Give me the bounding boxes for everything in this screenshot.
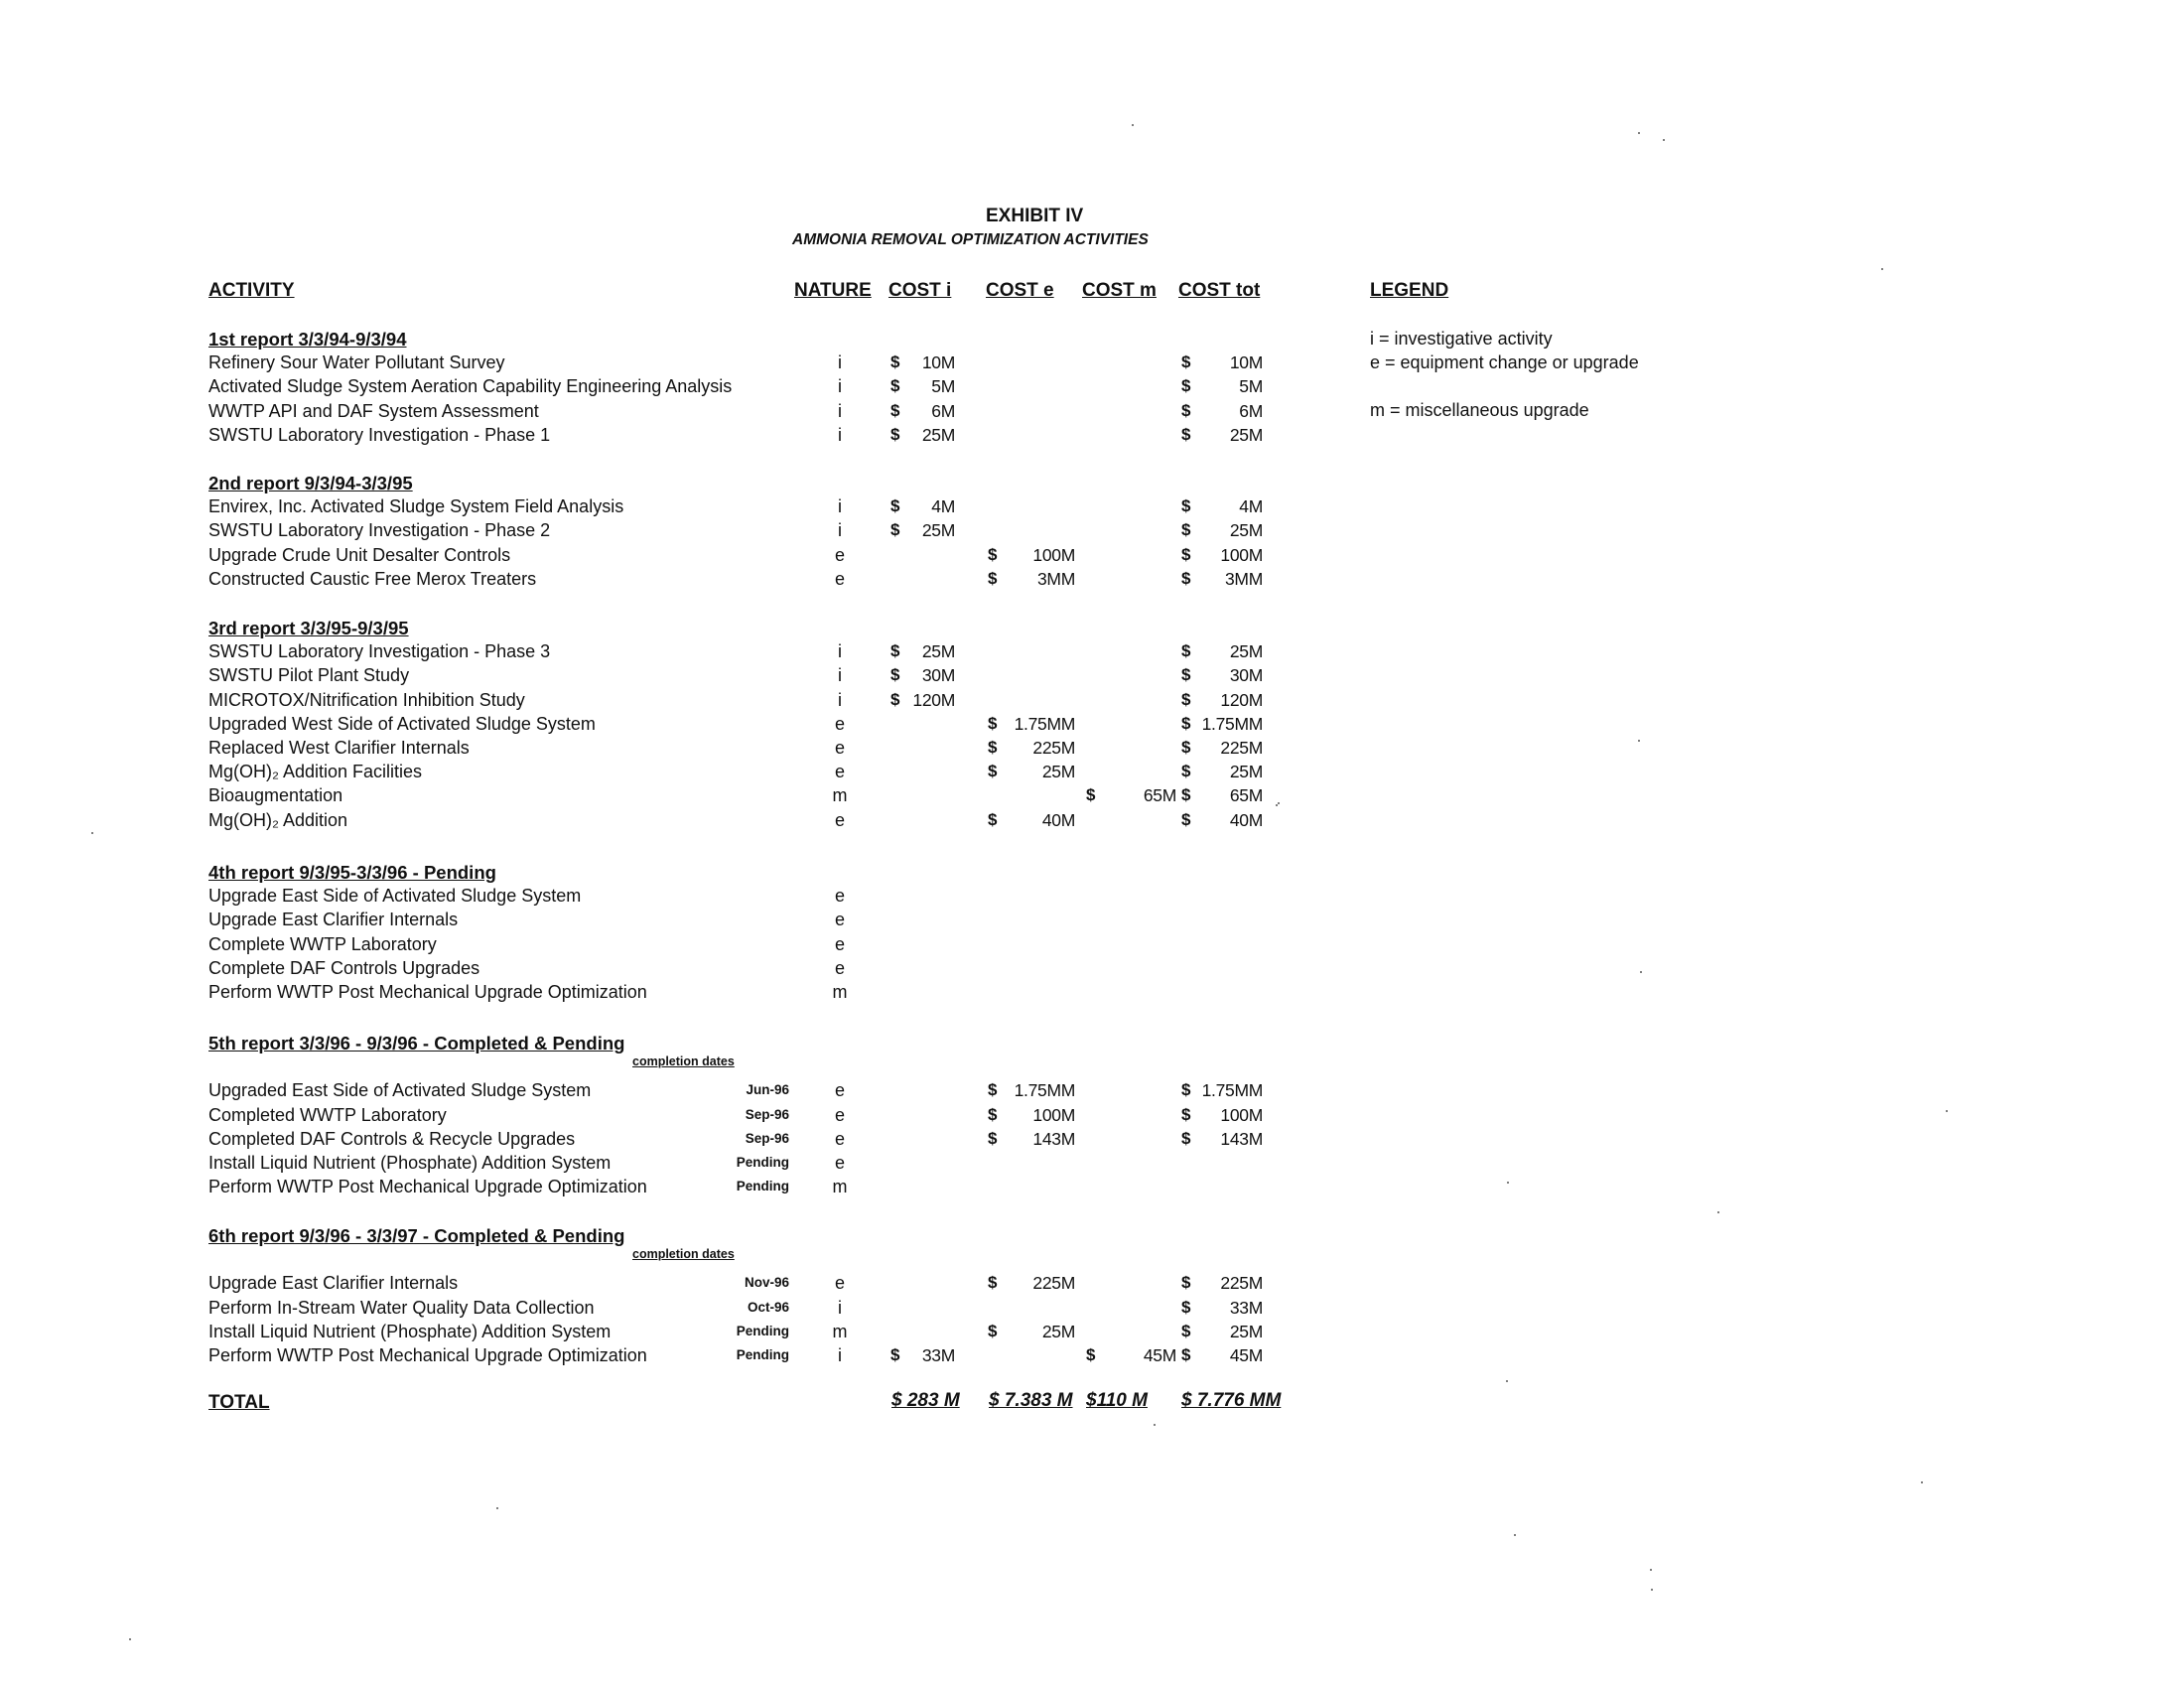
activity-name: Completed DAF Controls & Recycle Upgrades bbox=[208, 1128, 576, 1149]
currency-symbol: $ bbox=[988, 738, 998, 757]
completion-date: Pending bbox=[736, 1179, 789, 1194]
nature-code: e bbox=[834, 1080, 845, 1101]
legend-item-e: e = equipment change or upgrade bbox=[1370, 352, 1639, 372]
completion-dates-label: completion dates bbox=[632, 1054, 735, 1069]
scan-speck bbox=[91, 832, 93, 834]
cost-e-value: 225M bbox=[1032, 1273, 1075, 1294]
cost-i-value: 25M bbox=[921, 641, 955, 662]
completion-dates-label: completion dates bbox=[632, 1247, 735, 1262]
currency-symbol: $ bbox=[890, 376, 900, 396]
nature-code: i bbox=[838, 496, 842, 517]
cost-e-value: 100M bbox=[1032, 544, 1075, 565]
nature-code: e bbox=[834, 886, 845, 907]
nature-code: i bbox=[838, 1297, 842, 1318]
scan-speck bbox=[496, 1507, 498, 1509]
section-title: 3rd report 3/3/95-9/3/95 bbox=[208, 618, 409, 638]
currency-symbol: $ bbox=[988, 1273, 998, 1293]
cost-tot-value: 30M bbox=[1229, 665, 1263, 686]
currency-symbol: $ bbox=[1181, 809, 1191, 829]
header-cost-i: COST i bbox=[888, 280, 952, 301]
activity-name: Refinery Sour Water Pollutant Survey bbox=[208, 352, 505, 373]
scan-speck bbox=[1663, 139, 1665, 141]
nature-code: i bbox=[838, 376, 842, 397]
scan-speck bbox=[1154, 1424, 1156, 1426]
legend-item-i: i = investigative activity bbox=[1370, 329, 1553, 349]
currency-symbol: $ bbox=[890, 352, 900, 372]
nature-code: i bbox=[838, 424, 842, 445]
nature-code: i bbox=[838, 520, 842, 541]
activity-name: Upgraded West Side of Activated Sludge System bbox=[208, 713, 596, 734]
currency-symbol: $ bbox=[1181, 1297, 1191, 1317]
currency-symbol: $ bbox=[1181, 665, 1191, 685]
cost-tot-value: 3MM bbox=[1225, 568, 1263, 589]
currency-symbol: $ bbox=[1086, 1345, 1096, 1364]
section-title: 5th report 3/3/96 - 9/3/96 - Completed & Pending bbox=[208, 1033, 625, 1053]
cost-tot-value: 100M bbox=[1220, 544, 1263, 565]
legend-item-m: m = miscellaneous upgrade bbox=[1370, 400, 1589, 420]
nature-code: e bbox=[834, 568, 845, 589]
scan-speck bbox=[1651, 1589, 1653, 1591]
activity-name: Perform WWTP Post Mechanical Upgrade Optimization bbox=[208, 982, 647, 1002]
cost-i-value: 120M bbox=[912, 689, 955, 710]
currency-symbol: $ bbox=[988, 568, 998, 588]
cost-m-value: 45M bbox=[1143, 1345, 1176, 1365]
scan-speck bbox=[1132, 124, 1134, 126]
cost-e-value: 3MM bbox=[1037, 568, 1075, 589]
currency-symbol: $ bbox=[1181, 641, 1191, 661]
activity-name: Constructed Caustic Free Merox Treaters bbox=[208, 568, 537, 589]
section-title: 6th report 9/3/96 - 3/3/97 - Completed & Pending bbox=[208, 1225, 625, 1246]
total-cost-m: $110 M bbox=[1086, 1390, 1148, 1411]
scan-speck bbox=[1640, 971, 1642, 973]
activity-name: Bioaugmentation bbox=[208, 785, 343, 806]
cost-tot-value: 25M bbox=[1229, 641, 1263, 662]
section-title: 1st report 3/3/94-9/3/94 bbox=[208, 329, 407, 350]
cost-i-value: 10M bbox=[921, 352, 955, 373]
currency-symbol: $ bbox=[890, 1345, 900, 1364]
currency-symbol: $ bbox=[890, 424, 900, 444]
completion-date: Pending bbox=[736, 1155, 789, 1170]
currency-symbol: $ bbox=[1181, 1080, 1191, 1100]
cost-tot-value: 45M bbox=[1229, 1345, 1263, 1365]
activity-name: Mg(OH)₂ Addition bbox=[208, 809, 348, 830]
nature-code: e bbox=[834, 957, 845, 978]
header-cost-m: COST m bbox=[1082, 280, 1157, 301]
activity-name: Upgrade Crude Unit Desalter Controls bbox=[208, 544, 511, 565]
exhibit-subtitle: AMMONIA REMOVAL OPTIMIZATION ACTIVITIES bbox=[792, 231, 1149, 248]
cost-tot-value: 225M bbox=[1220, 1273, 1263, 1294]
activity-name: Install Liquid Nutrient (Phosphate) Addition System bbox=[208, 1321, 612, 1341]
nature-code: i bbox=[838, 641, 842, 662]
activity-name: Upgrade East Side of Activated Sludge System bbox=[208, 886, 582, 907]
scan-speck bbox=[1638, 132, 1640, 134]
scan-speck bbox=[1881, 268, 1883, 270]
completion-date: Jun-96 bbox=[746, 1082, 789, 1098]
cost-tot-value: 1.75MM bbox=[1201, 713, 1263, 734]
cost-tot-value: 40M bbox=[1229, 809, 1263, 830]
header-cost-e: COST e bbox=[986, 280, 1054, 301]
currency-symbol: $ bbox=[1181, 738, 1191, 757]
nature-code: e bbox=[834, 910, 845, 930]
cost-tot-value: 25M bbox=[1229, 762, 1263, 782]
total-cost-tot: $ 7.776 MM bbox=[1181, 1390, 1282, 1411]
cost-tot-value: 25M bbox=[1229, 424, 1263, 445]
nature-code: i bbox=[838, 1345, 842, 1365]
activity-name: SWSTU Laboratory Investigation - Phase 1 bbox=[208, 424, 551, 445]
activity-name: MICROTOX/Nitrification Inhibition Study bbox=[208, 689, 525, 710]
scan-speck bbox=[1514, 1534, 1516, 1536]
activity-name: Perform In-Stream Water Quality Data Collection bbox=[208, 1297, 595, 1318]
currency-symbol: $ bbox=[1181, 424, 1191, 444]
currency-symbol: $ bbox=[890, 641, 900, 661]
currency-symbol: $ bbox=[890, 496, 900, 516]
total-label: TOTAL bbox=[208, 1392, 270, 1413]
activity-name: Activated Sludge System Aeration Capability Engineering Analysis bbox=[208, 376, 733, 397]
activity-name: SWSTU Pilot Plant Study bbox=[208, 665, 410, 686]
cost-e-value: 1.75MM bbox=[1014, 1080, 1075, 1101]
cost-i-value: 25M bbox=[921, 520, 955, 541]
activity-name: Mg(OH)₂ Addition Facilities bbox=[208, 762, 423, 782]
cost-e-value: 100M bbox=[1032, 1104, 1075, 1125]
cost-tot-value: 10M bbox=[1229, 352, 1263, 373]
nature-code: e bbox=[834, 1153, 845, 1173]
header-activity: ACTIVITY bbox=[208, 280, 295, 301]
scan-speck bbox=[1276, 804, 1278, 806]
activity-name: Completed WWTP Laboratory bbox=[208, 1104, 447, 1125]
currency-symbol: $ bbox=[1181, 568, 1191, 588]
currency-symbol: $ bbox=[1181, 1104, 1191, 1124]
currency-symbol: $ bbox=[1181, 1321, 1191, 1340]
cost-tot-value: 25M bbox=[1229, 520, 1263, 541]
scan-speck bbox=[1638, 740, 1640, 742]
currency-symbol: $ bbox=[890, 520, 900, 540]
nature-code: m bbox=[832, 1177, 848, 1197]
scan-speck bbox=[1921, 1481, 1923, 1483]
currency-symbol: $ bbox=[1181, 376, 1191, 396]
nature-code: e bbox=[834, 809, 845, 830]
cost-tot-value: 25M bbox=[1229, 1321, 1263, 1341]
nature-code: i bbox=[838, 400, 842, 421]
cost-e-value: 1.75MM bbox=[1014, 713, 1075, 734]
currency-symbol: $ bbox=[1181, 520, 1191, 540]
currency-symbol: $ bbox=[988, 1104, 998, 1124]
cost-i-value: 25M bbox=[921, 424, 955, 445]
nature-code: m bbox=[832, 785, 848, 806]
cost-i-value: 4M bbox=[931, 496, 955, 517]
currency-symbol: $ bbox=[988, 1128, 998, 1148]
exhibit-title: EXHIBIT IV bbox=[986, 206, 1084, 226]
cost-tot-value: 4M bbox=[1239, 496, 1263, 517]
activity-name: Upgrade East Clarifier Internals bbox=[208, 1273, 459, 1294]
nature-code: i bbox=[838, 665, 842, 686]
cost-e-value: 225M bbox=[1032, 738, 1075, 758]
cost-e-value: 143M bbox=[1032, 1128, 1075, 1149]
currency-symbol: $ bbox=[1181, 496, 1191, 516]
cost-tot-value: 1.75MM bbox=[1201, 1080, 1263, 1101]
section-title: 2nd report 9/3/94-3/3/95 bbox=[208, 473, 413, 493]
currency-symbol: $ bbox=[890, 665, 900, 685]
cost-i-value: 6M bbox=[931, 400, 955, 421]
nature-code: i bbox=[838, 689, 842, 710]
activity-name: Install Liquid Nutrient (Phosphate) Addition System bbox=[208, 1153, 612, 1173]
total-cost-i: $ 283 M bbox=[891, 1390, 960, 1411]
cost-i-value: 33M bbox=[921, 1345, 955, 1365]
activity-name: Envirex, Inc. Activated Sludge System Field Analysis bbox=[208, 496, 624, 517]
completion-date: Pending bbox=[736, 1347, 789, 1362]
nature-code: m bbox=[832, 1321, 848, 1341]
cost-tot-value: 225M bbox=[1220, 738, 1263, 758]
currency-symbol: $ bbox=[1181, 1273, 1191, 1293]
scan-speck bbox=[1278, 802, 1280, 804]
total-cost-e: $ 7.383 M bbox=[989, 1390, 1073, 1411]
cost-tot-value: 143M bbox=[1220, 1128, 1263, 1149]
cost-m-value: 65M bbox=[1143, 785, 1176, 806]
currency-symbol: $ bbox=[988, 1080, 998, 1100]
completion-date: Oct-96 bbox=[747, 1299, 789, 1315]
activity-name: SWSTU Laboratory Investigation - Phase 2 bbox=[208, 520, 551, 541]
activity-name: Replaced West Clarifier Internals bbox=[208, 738, 470, 758]
cost-tot-value: 33M bbox=[1229, 1297, 1263, 1318]
nature-code: e bbox=[834, 1104, 845, 1125]
activity-name: Upgrade East Clarifier Internals bbox=[208, 910, 459, 930]
cost-i-value: 5M bbox=[931, 376, 955, 397]
cost-tot-value: 65M bbox=[1229, 785, 1263, 806]
currency-symbol: $ bbox=[988, 809, 998, 829]
currency-symbol: $ bbox=[1181, 544, 1191, 564]
scan-speck bbox=[1650, 1569, 1652, 1571]
scan-speck bbox=[1946, 1110, 1948, 1112]
currency-symbol: $ bbox=[1181, 400, 1191, 420]
scan-speck bbox=[1717, 1211, 1719, 1213]
nature-code: e bbox=[834, 713, 845, 734]
scan-speck bbox=[1507, 1182, 1509, 1184]
currency-symbol: $ bbox=[988, 762, 998, 781]
currency-symbol: $ bbox=[1181, 689, 1191, 709]
section-title: 4th report 9/3/95-3/3/96 - Pending bbox=[208, 862, 496, 883]
nature-code: e bbox=[834, 1273, 845, 1294]
currency-symbol: $ bbox=[1181, 785, 1191, 805]
completion-date: Nov-96 bbox=[744, 1275, 789, 1291]
header-cost-tot: COST tot bbox=[1178, 280, 1261, 301]
currency-symbol: $ bbox=[1181, 762, 1191, 781]
currency-symbol: $ bbox=[1181, 713, 1191, 733]
cost-tot-value: 100M bbox=[1220, 1104, 1263, 1125]
cost-e-value: 25M bbox=[1041, 1321, 1075, 1341]
currency-symbol: $ bbox=[988, 1321, 998, 1340]
nature-code: e bbox=[834, 1128, 845, 1149]
scan-speck bbox=[1506, 1380, 1508, 1382]
currency-symbol: $ bbox=[988, 544, 998, 564]
currency-symbol: $ bbox=[890, 689, 900, 709]
header-nature: NATURE bbox=[794, 280, 872, 301]
currency-symbol: $ bbox=[1181, 352, 1191, 372]
nature-code: m bbox=[832, 982, 848, 1002]
nature-code: e bbox=[834, 544, 845, 565]
currency-symbol: $ bbox=[1181, 1128, 1191, 1148]
cost-tot-value: 6M bbox=[1239, 400, 1263, 421]
nature-code: e bbox=[834, 762, 845, 782]
activity-name: SWSTU Laboratory Investigation - Phase 3 bbox=[208, 641, 551, 662]
currency-symbol: $ bbox=[1181, 1345, 1191, 1364]
nature-code: e bbox=[834, 738, 845, 758]
cost-tot-value: 120M bbox=[1220, 689, 1263, 710]
cost-i-value: 30M bbox=[921, 665, 955, 686]
currency-symbol: $ bbox=[988, 713, 998, 733]
activity-name: Complete WWTP Laboratory bbox=[208, 933, 437, 954]
header-legend: LEGEND bbox=[1370, 280, 1449, 301]
cost-tot-value: 5M bbox=[1239, 376, 1263, 397]
activity-name: WWTP API and DAF System Assessment bbox=[208, 400, 539, 421]
activity-name: Perform WWTP Post Mechanical Upgrade Optimization bbox=[208, 1177, 647, 1197]
activity-name: Complete DAF Controls Upgrades bbox=[208, 957, 480, 978]
scan-speck bbox=[129, 1638, 131, 1640]
nature-code: i bbox=[838, 352, 842, 373]
completion-date: Sep-96 bbox=[745, 1130, 789, 1146]
nature-code: e bbox=[834, 933, 845, 954]
currency-symbol: $ bbox=[890, 400, 900, 420]
currency-symbol: $ bbox=[1086, 785, 1096, 805]
activity-name: Perform WWTP Post Mechanical Upgrade Optimization bbox=[208, 1345, 647, 1365]
completion-date: Pending bbox=[736, 1323, 789, 1338]
activity-name: Upgraded East Side of Activated Sludge System bbox=[208, 1080, 592, 1101]
cost-e-value: 40M bbox=[1041, 809, 1075, 830]
completion-date: Sep-96 bbox=[745, 1106, 789, 1122]
cost-e-value: 25M bbox=[1041, 762, 1075, 782]
